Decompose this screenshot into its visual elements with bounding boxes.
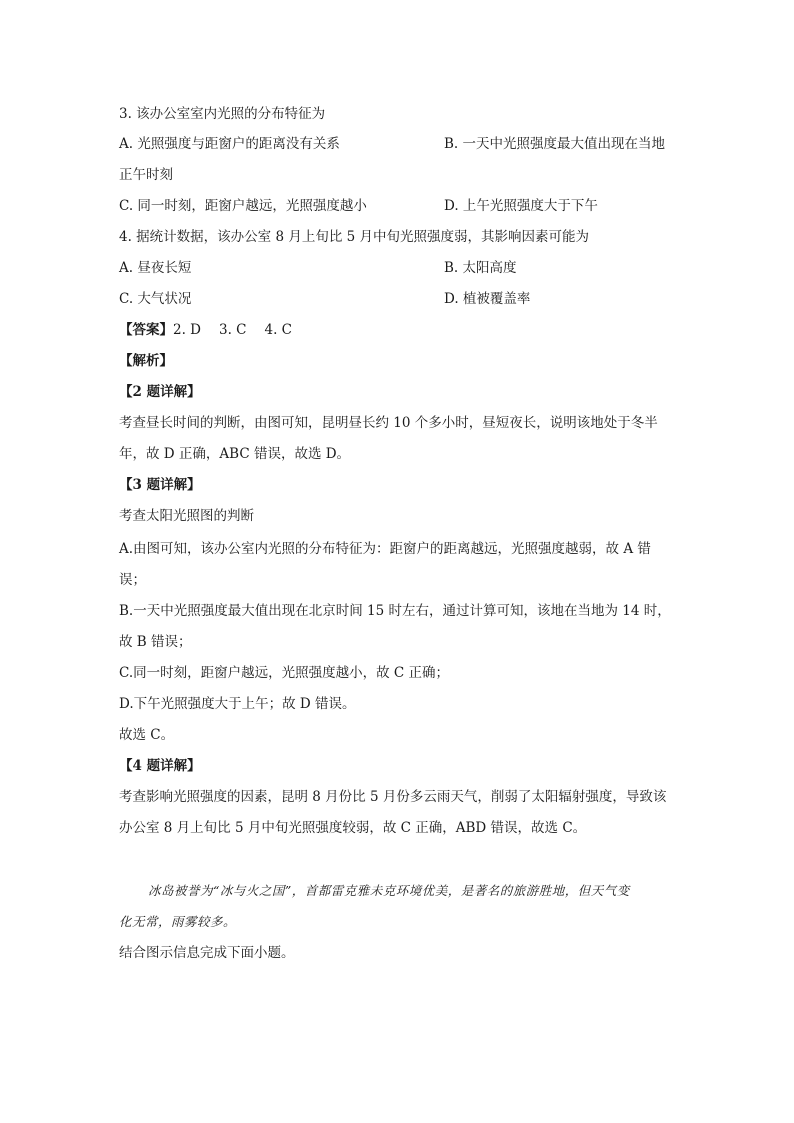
detail-4-line: 办公室 8 月上旬比 5 月中旬光照强度较弱，故 C 正确，ABD 错误，故选 C。 (119, 820, 587, 836)
detail-4-title: 【4 题详解】 (119, 758, 201, 774)
q3-option-c: C. 同一时刻，距窗户越远，光照强度越小 (119, 198, 367, 214)
passage-line: 化无常，雨雾较多。 (119, 914, 237, 929)
detail-3-line: A.由图可知，该办公室内光照的分布特征为：距窗户的距离越远，光照强度越弱，故 A 错 (119, 541, 651, 557)
passage-line: 冰岛被誉为“冰与火之国”，首都雷克雅未克环境优美，是著名的旅游胜地，但天气变 (148, 883, 630, 898)
q3-stem: 3. 该办公室室内光照的分布特征为 (119, 106, 326, 122)
q3-option-d: D. 上午光照强度大于下午 (444, 198, 598, 214)
detail-2-line: 考查昼长时间的判断，由图可知，昆明昼长约 10 个多小时，昼短夜长，说明该地处于冬半 (119, 415, 658, 431)
detail-3-line: 考查太阳光照图的判断 (119, 508, 254, 524)
q3-option-b-cont: 正午时刻 (119, 167, 173, 183)
detail-3-line: 误； (119, 572, 146, 588)
detail-2-line: 年，故 D 正确，ABC 错误，故选 D。 (119, 446, 351, 462)
passage-instruction: 结合图示信息完成下面小题。 (119, 945, 295, 961)
q3-option-b: B. 一天中光照强度最大值出现在当地 (444, 136, 666, 152)
analysis-label: 【解析】 (119, 353, 173, 369)
answer-4: 4. C (264, 322, 293, 338)
detail-3-line: D.下午光照强度大于上午；故 D 错误。 (119, 696, 356, 712)
answer-line (119, 321, 292, 339)
q4-option-a: A. 昼夜长短 (119, 260, 192, 276)
detail-3-line: B.一天中光照强度最大值出现在北京时间 15 时左右，通过计算可知，该地在当地为 14 时， (119, 603, 671, 619)
detail-3-line: C.同一时刻，距窗户越远，光照强度越小，故 C 正确； (119, 665, 450, 681)
q4-stem: 4. 据统计数据，该办公室 8 月上旬比 5 月中旬光照强度弱，其影响因素可能为 (119, 229, 590, 245)
detail-4-line: 考查影响光照强度的因素，昆明 8 月份比 5 月份多云雨天气，削弱了太阳辐射强度，导致该 (119, 789, 667, 805)
detail-3-line: 故选 C。 (119, 727, 175, 743)
q3-option-a: A. 光照强度与距窗户的距离没有关系 (119, 136, 340, 152)
answer-3: 3. C (219, 322, 247, 338)
detail-2-title: 【2 题详解】 (119, 384, 201, 400)
detail-3-title: 【3 题详解】 (119, 477, 201, 493)
answer-label: 【答案】 (119, 322, 173, 338)
q4-option-d: D. 植被覆盖率 (444, 291, 531, 307)
detail-3-line: 故 B 错误； (119, 634, 192, 650)
q4-option-c: C. 大气状况 (119, 291, 192, 307)
q4-option-b: B. 太阳高度 (444, 260, 517, 276)
answer-2: 2. D (173, 322, 201, 338)
